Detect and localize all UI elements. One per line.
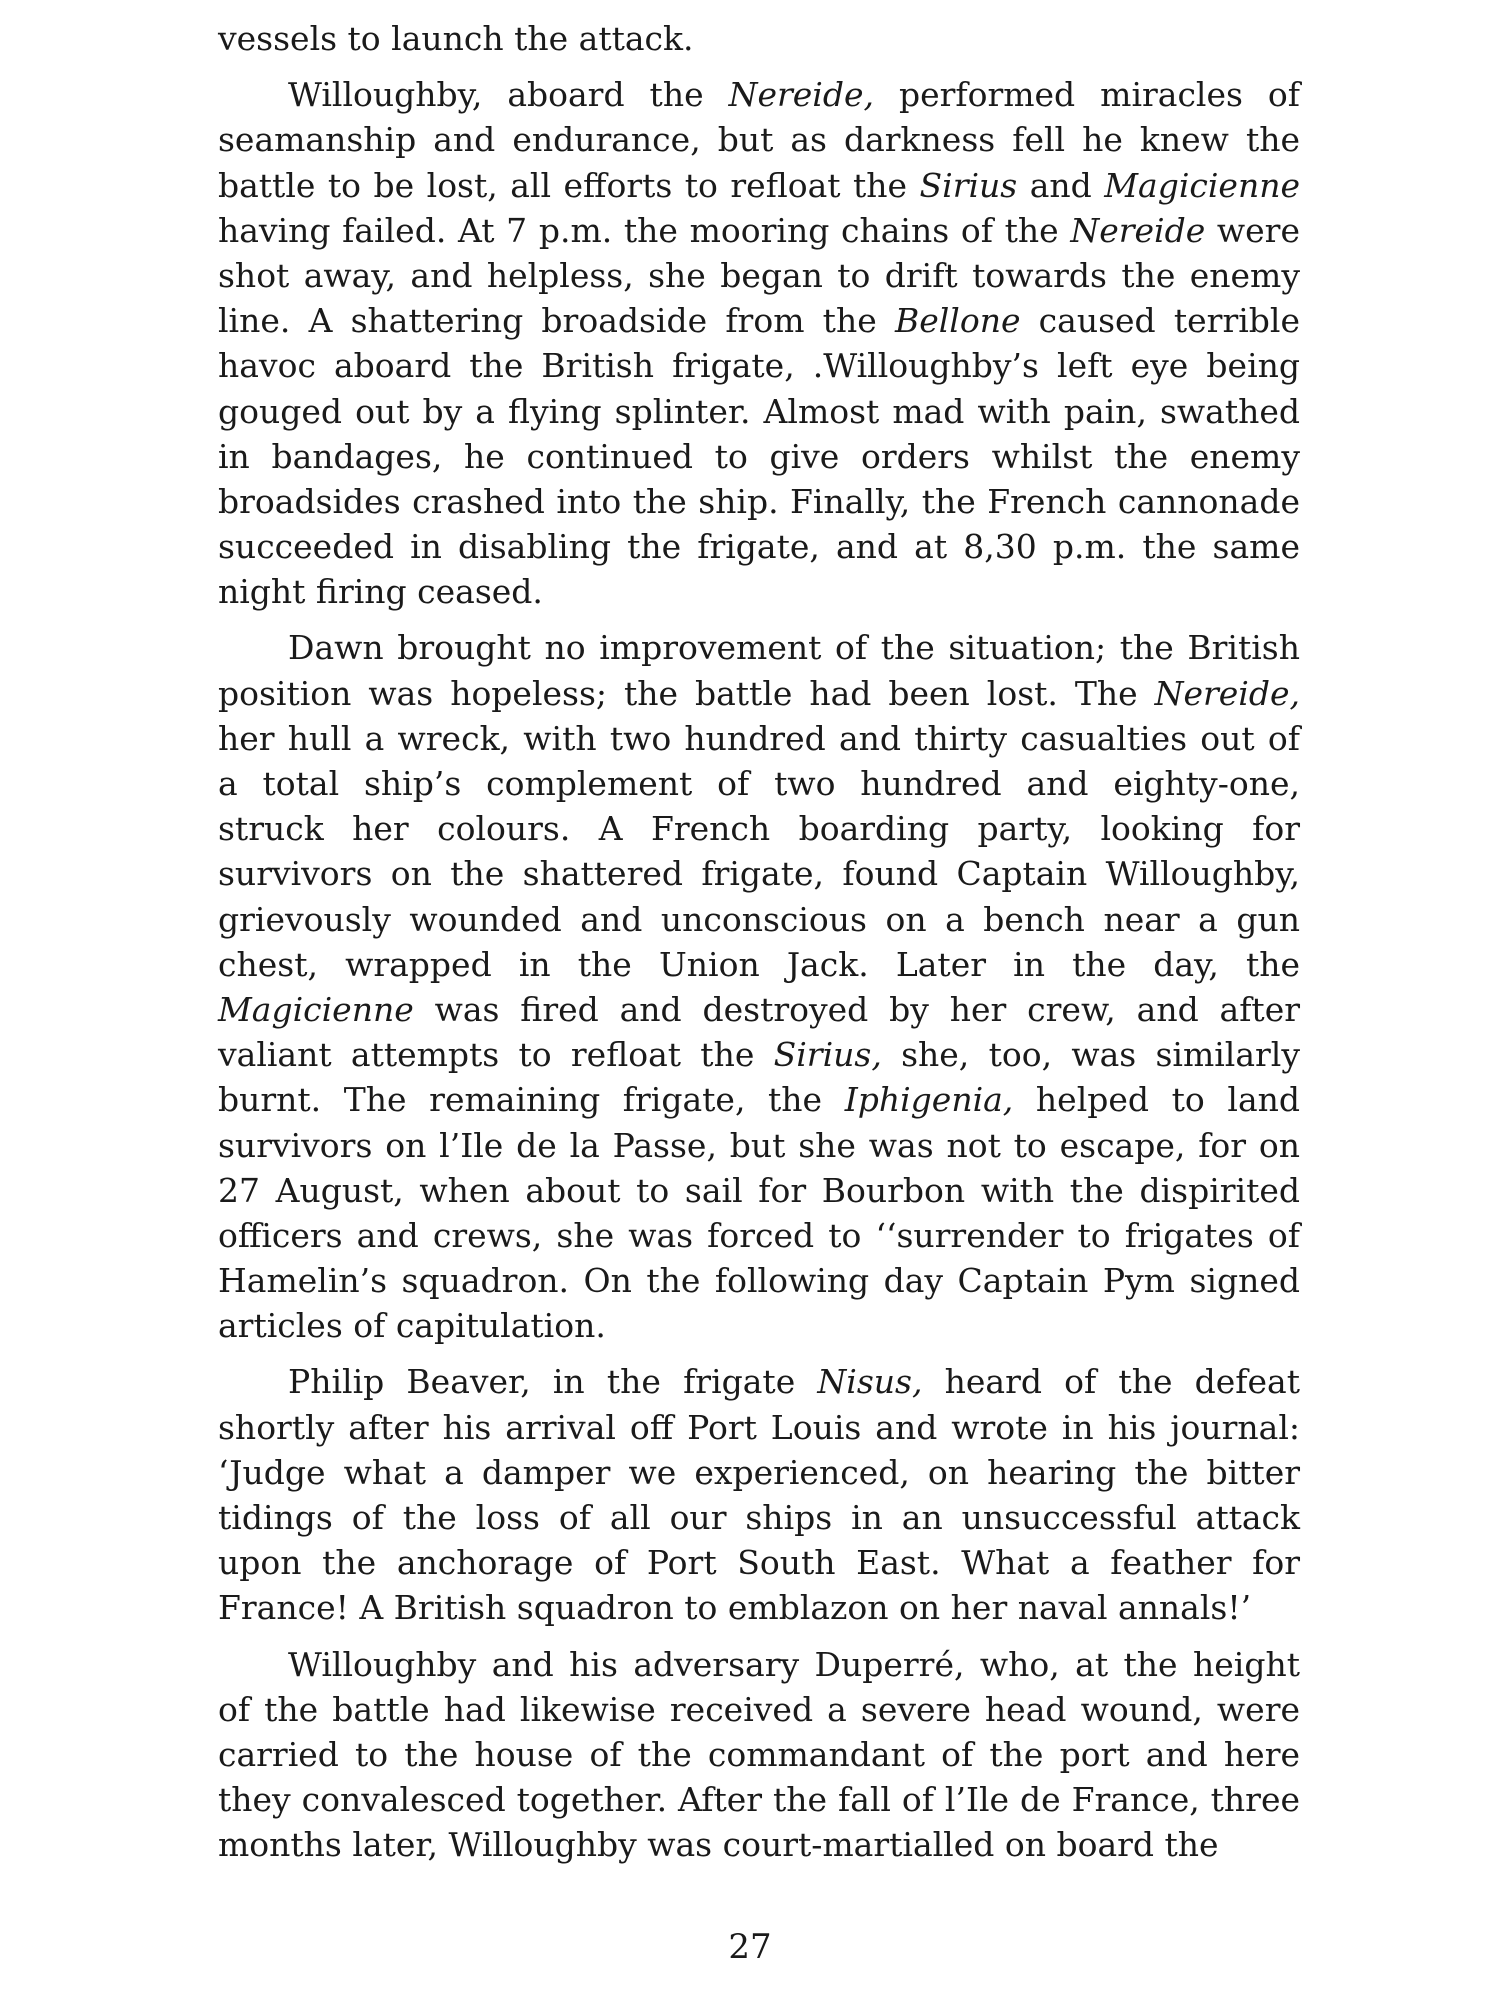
text-run: having failed. At 7 p.m. the mooring chains of the [218, 210, 1071, 250]
italic-text: Nisus, [817, 1362, 923, 1402]
italic-text: Nereide, [1154, 673, 1300, 713]
text-run: and [1017, 165, 1105, 205]
italic-text: Nereide [1070, 210, 1206, 250]
text-run: was fired and destroyed by her crew, and after valiant attempts to refloat the [218, 989, 1300, 1075]
paragraph [218, 16, 1300, 61]
italic-text: Magicienne [1104, 165, 1300, 205]
italic-text: Sirius [919, 165, 1018, 205]
text-run: Philip Beaver, in the frigate [288, 1362, 818, 1402]
italic-text: Magicienne [218, 989, 414, 1029]
text-run: vessels to launch the attack. [218, 19, 694, 58]
body-text [218, 16, 1300, 1879]
text-run: heard of the defeat shortly after his arrival off Port Louis and wrote in his journal: ‘Judge what a damper we experienced, on hearing the bitter tidings of the loss of all our ships in an unsuccessful attack upon the anchorage of Port South East. What a feather for France! A British squadron to emblazon on her naval annals!’ [218, 1362, 1300, 1628]
paragraph [218, 1642, 1300, 1868]
italic-text: Sirius, [773, 1035, 882, 1075]
paragraph [218, 1359, 1300, 1630]
page-number: 27 [728, 1927, 772, 1967]
text-run: Willoughby and his adversary Duperré, who, at the height of the battle had likewise received a severe head wound, were carried to the house of the commandant of the port and here they convalesced together. After the fall of l’Ile de France, three months later, Willoughby was court-martialled on board the [218, 1644, 1300, 1865]
text-run: Willoughby, aboard the [288, 75, 729, 115]
italic-text: Nereide, [728, 75, 874, 115]
text-run: performed miracles of seamanship and endurance, but as darkness fell he knew the battle to be lost, all efforts to refloat the [218, 75, 1300, 205]
italic-text: Bellone [894, 301, 1021, 341]
text-run: her hull a wreck, with two hundred and thirty casualties out of a total ship’s complement of two hundred and eighty-one, struck her colours. A French boarding party, looking for survivors on the shattered frigate, found Captain Willoughby, grievously wounded and unconscious on a bench near a gun chest, wrapped in the Union Jack. Later in the day, the [218, 718, 1300, 984]
text-run: helped to land survivors on l’Ile de la Passe, but she was not to escape, for on 27 August, when about to sail for Bourbon with the dispirited officers and crews, she was forced to ‘‘surrender to frigates of Hamelin’s squadron. On the following day Captain Pym signed articles of capitulation. [218, 1080, 1300, 1346]
paragraph [218, 625, 1300, 1348]
text-run: caused terrible havoc aboard the British frigate, .Willoughby’s left eye being gouged out by a flying splinter. Almost mad with pain, swathed in bandages, he continued to give orders whilst the enemy broadsides crashed into the ship. Finally, the French cannonade succeeded in disabling the frigate, and at 8,30 p.m. the same night firing ceased. [218, 301, 1300, 612]
paragraph [218, 72, 1300, 614]
text-run: Dawn brought no improvement of the situation; the British position was hopeless; the battle had been lost. The [218, 628, 1300, 713]
text-run: she, too, was similarly burnt. The remaining frigate, the [218, 1035, 1301, 1120]
text-run: were shot away, and helpless, she began to drift towards the enemy line. A shattering broadside from the [218, 210, 1300, 341]
italic-text: Iphigenia, [844, 1080, 1014, 1120]
